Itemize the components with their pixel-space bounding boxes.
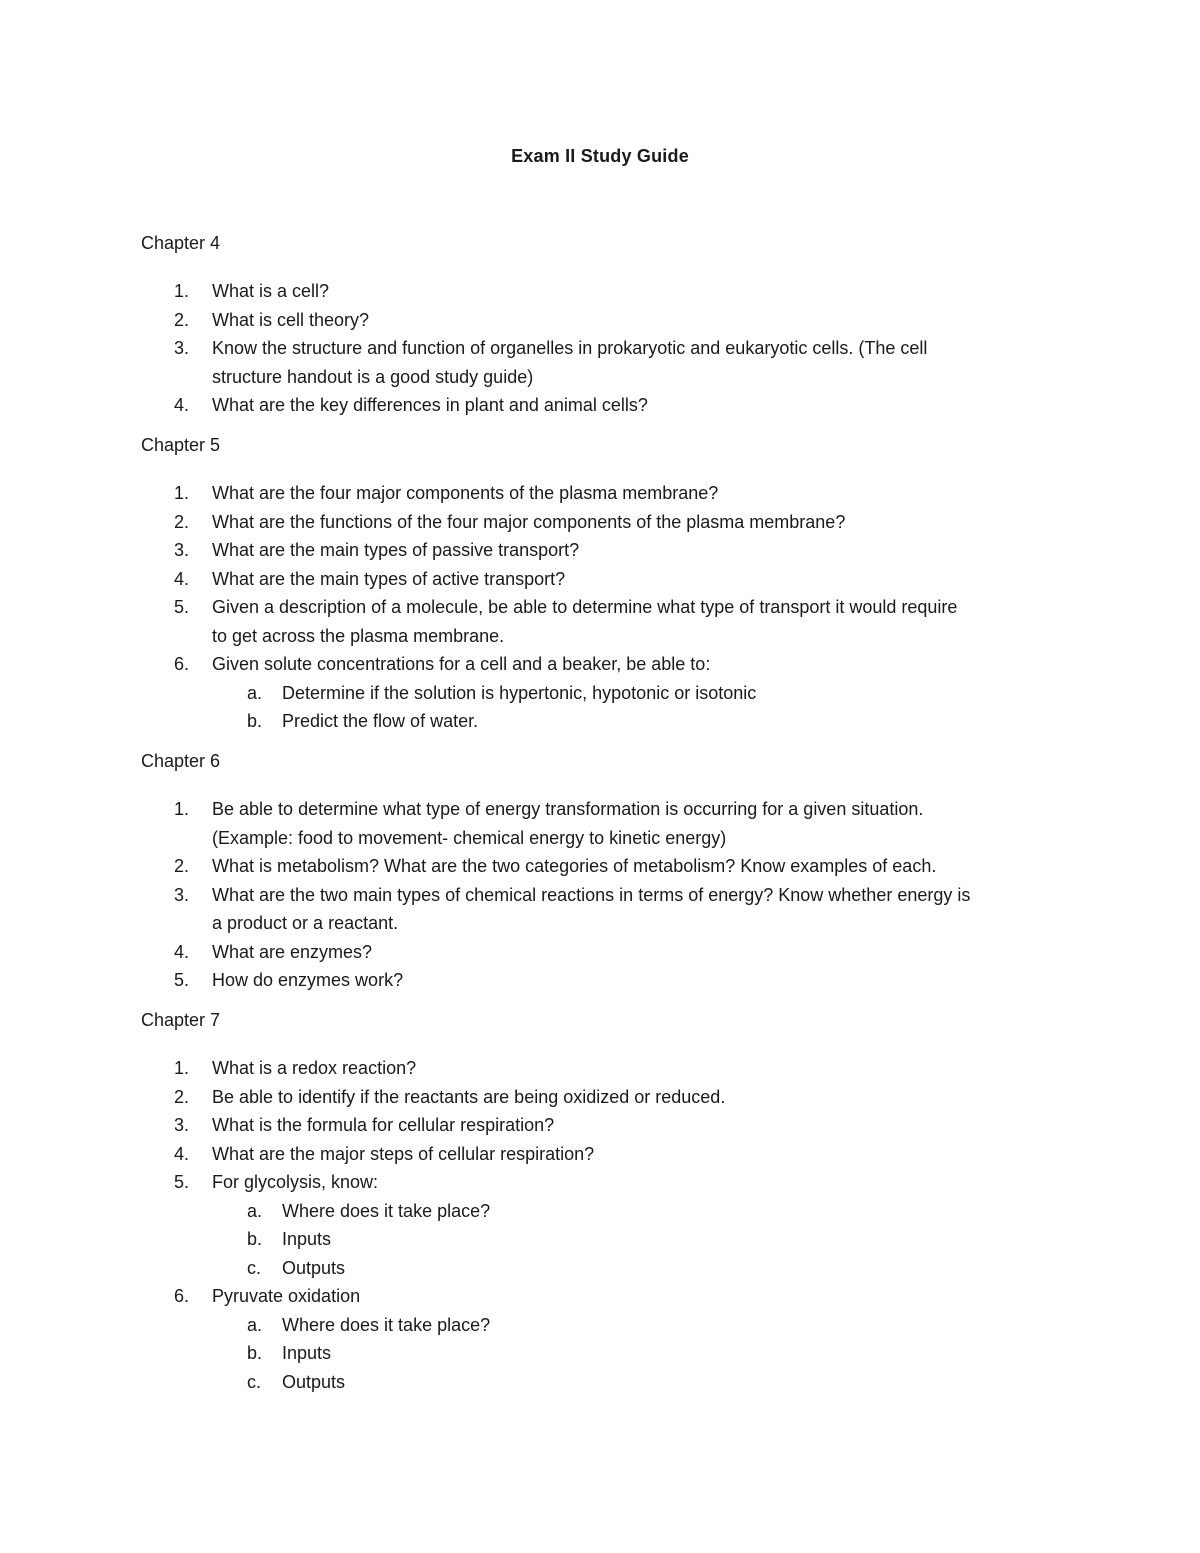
question-number: 1. (174, 281, 190, 301)
question-item (141, 881, 1081, 938)
question-text: What are enzymes? (212, 941, 373, 962)
question-number: 2. (174, 511, 190, 532)
question-text: Pyruvate oxidation (212, 1286, 361, 1306)
chapter-heading: Chapter 5 (141, 435, 221, 455)
question-text: What are the four major components of the plasma membrane? (212, 483, 719, 503)
question-text: (Example: food to movement- chemical energy to kinetic energy) (212, 827, 727, 848)
sub-question-list (212, 1311, 1081, 1397)
question-number: 6. (174, 654, 190, 674)
question-item (141, 1054, 1081, 1083)
question-item (141, 334, 1081, 391)
question-text: structure handout is a good study guide) (212, 366, 534, 387)
question-list (141, 795, 1081, 995)
question-item (141, 938, 1081, 967)
question-number: 3. (174, 338, 190, 358)
sub-question-item (212, 1311, 1081, 1340)
question-item (141, 391, 1081, 420)
question-item (141, 852, 1081, 881)
question-item (141, 277, 1081, 306)
question-number: 1. (174, 799, 190, 819)
question-item (141, 479, 1081, 508)
question-number: 2. (174, 856, 190, 876)
question-number: 3. (174, 540, 190, 560)
question-number: 2. (174, 309, 190, 330)
sub-question-letter: a. (247, 1314, 263, 1335)
question-text: What are the key differences in plant and animal cells? (212, 395, 648, 415)
question-item (141, 306, 1081, 335)
question-item (141, 650, 1081, 736)
question-item (141, 795, 1081, 852)
question-text: For glycolysis, know: (212, 1172, 379, 1192)
question-item (141, 1282, 1081, 1396)
sub-question-letter: a. (247, 1200, 263, 1221)
question-text: What is a cell? (212, 281, 330, 301)
question-text: What are the main types of active transport? (212, 568, 566, 589)
sub-question-text: Where does it take place? (282, 1314, 491, 1335)
chapter-section (141, 749, 1081, 995)
question-text: Know the structure and function of organelles in prokaryotic and eukaryotic cells. (The cell (212, 338, 928, 358)
sub-question-text: Inputs (282, 1229, 332, 1249)
sub-question-list (212, 679, 1081, 736)
question-item (141, 565, 1081, 594)
sub-question-item (212, 1197, 1081, 1226)
question-item (141, 966, 1081, 995)
question-text: What are the functions of the four major components of the plasma membrane? (212, 511, 846, 532)
question-number: 4. (174, 568, 190, 589)
question-number: 6. (174, 1286, 190, 1306)
question-number: 3. (174, 1115, 190, 1135)
question-item (141, 1111, 1081, 1140)
question-text: Given solute concentrations for a cell and a beaker, be able to: (212, 654, 711, 674)
question-text: What is a redox reaction? (212, 1058, 417, 1078)
question-item (141, 1140, 1081, 1169)
chapter-section (141, 433, 1081, 736)
question-text: What is metabolism? What are the two categories of metabolism? Know examples of each. (212, 856, 937, 876)
question-item (141, 1168, 1081, 1282)
question-number: 1. (174, 1058, 190, 1078)
question-text: What is cell theory? (212, 309, 370, 330)
question-item (141, 508, 1081, 537)
sub-question-item (212, 707, 1081, 736)
question-text: What are the main types of passive transport? (212, 540, 580, 560)
sub-question-text: Outputs (282, 1371, 346, 1392)
question-number: 5. (174, 1172, 190, 1192)
question-text: Be able to identify if the reactants are being oxidized or reduced. (212, 1086, 726, 1107)
sub-question-item (212, 1254, 1081, 1283)
question-text: to get across the plasma membrane. (212, 625, 505, 646)
chapter-heading: Chapter 7 (141, 1010, 221, 1030)
question-number: 4. (174, 941, 190, 962)
question-text: What is the formula for cellular respiration? (212, 1115, 555, 1135)
sub-question-letter: b. (247, 1343, 263, 1363)
sub-question-text: Determine if the solution is hypertonic, hypotonic or isotonic (282, 682, 757, 703)
sub-question-letter: b. (247, 711, 263, 731)
chapter-heading: Chapter 4 (141, 233, 221, 253)
question-number: 1. (174, 483, 190, 503)
document-title: Exam II Study Guide (511, 146, 689, 166)
sub-question-text: Outputs (282, 1257, 346, 1278)
question-item (141, 1083, 1081, 1112)
chapter-section (141, 231, 1081, 420)
sub-question-item (212, 1339, 1081, 1368)
question-text: How do enzymes work? (212, 970, 404, 990)
sub-question-item (212, 679, 1081, 708)
question-list (141, 1054, 1081, 1396)
question-number: 5. (174, 597, 190, 617)
sub-question-text: Predict the flow of water. (282, 711, 479, 731)
sub-question-letter: a. (247, 682, 263, 703)
sub-question-text: Inputs (282, 1343, 332, 1363)
question-number: 4. (174, 395, 190, 415)
question-number: 2. (174, 1086, 190, 1107)
question-text: a product or a reactant. (212, 913, 399, 933)
sub-question-letter: b. (247, 1229, 263, 1249)
sub-question-text: Where does it take place? (282, 1200, 491, 1221)
chapter-section (141, 1008, 1081, 1396)
question-item (141, 593, 1081, 650)
sub-question-item (212, 1225, 1081, 1254)
question-item (141, 536, 1081, 565)
sub-question-letter: c. (247, 1371, 262, 1392)
question-text: Be able to determine what type of energy transformation is occurring for a given situation. (212, 799, 924, 819)
question-list (141, 277, 1081, 420)
question-list (141, 479, 1081, 736)
question-number: 4. (174, 1143, 190, 1164)
question-text: Given a description of a molecule, be able to determine what type of transport it would require (212, 597, 958, 617)
question-text: What are the major steps of cellular respiration? (212, 1143, 595, 1164)
sub-question-list (212, 1197, 1081, 1283)
sub-question-item (212, 1368, 1081, 1397)
question-text: What are the two main types of chemical reactions in terms of energy? Know whether energy is (212, 884, 971, 905)
question-number: 3. (174, 884, 190, 905)
question-number: 5. (174, 970, 190, 990)
sub-question-letter: c. (247, 1257, 262, 1278)
chapter-heading: Chapter 6 (141, 751, 221, 771)
